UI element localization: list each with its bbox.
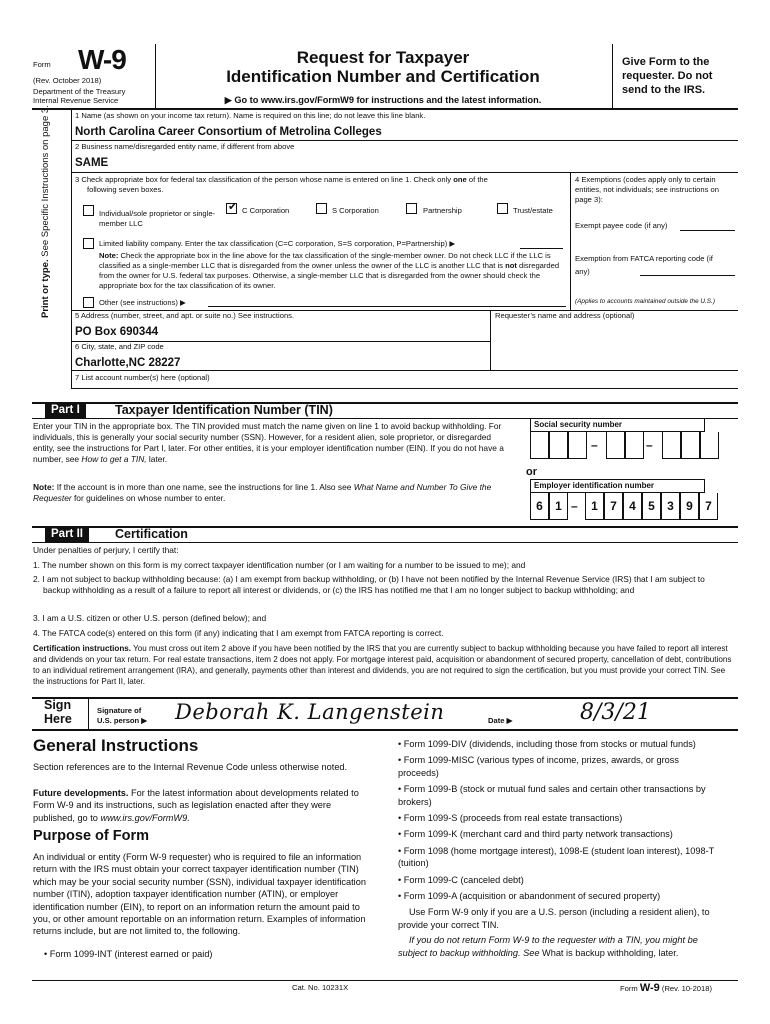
llc-classification-field[interactable] — [520, 248, 563, 249]
line7-label: 7 List account number(s) here (optional) — [75, 373, 210, 382]
or-label: or — [526, 466, 537, 478]
partnership-checkbox[interactable] — [406, 203, 417, 214]
exemptions-note: (Applies to accounts maintained outside the U.S.) — [575, 298, 715, 305]
part2-tag: Part II — [45, 527, 89, 542]
bullet-item: • Form 1099-DIV (dividends, including those from stocks or mutual funds) — [398, 739, 696, 749]
line1-name-field[interactable]: North Carolina Career Consortium of Metrolina Colleges — [75, 126, 382, 138]
c-corp-label: C Corporation — [242, 206, 290, 215]
ein-digit: 9 — [680, 493, 699, 520]
bullet-item: • Form 1099-A (acquisition or abandonment of secured property) — [398, 891, 661, 902]
bullet-item: • Form 1099-C (canceled debt) — [398, 874, 524, 885]
ein-digit: 4 — [623, 493, 642, 520]
signature-value[interactable]: Deborah K. Langenstein — [175, 700, 445, 724]
part1-text: Enter your TIN in the appropriate box. The TIN provided must match the name given on line 1 to avoid backup withholding. For individuals, this is generally your social security number (SSN). However, for a resident alien, sole proprietor, or disregarded entity, see the instructions for Part I, later. For other entities, it is your employer identification number (EIN). If you do not have a number, see How to get a TIN, later. — [33, 421, 504, 464]
irs-label: Internal Revenue Service — [33, 96, 119, 105]
sign-label: Sign — [44, 698, 72, 712]
s-corp-label: S Corporation — [332, 206, 379, 215]
ein-digit: 7 — [604, 493, 623, 520]
line2-business-field[interactable]: SAME — [75, 157, 109, 169]
s-corp-checkbox[interactable] — [316, 203, 327, 214]
line5-label: 5 Address (number, street, and apt. or suite no.) See instructions. — [75, 311, 295, 320]
requester-label: Requester’s name and address (optional) — [495, 311, 635, 320]
general-p1: Section references are to the Internal Revenue Code unless otherwise noted. — [33, 762, 348, 772]
bullet-item: • Form 1099-MISC (various types of income, prizes, awards, or gross proceeds) — [398, 755, 679, 778]
ein-digit: 3 — [661, 493, 680, 520]
llc-checkbox[interactable] — [83, 238, 94, 249]
exempt-payee-field[interactable] — [680, 230, 735, 231]
use-form-text: Use Form W-9 only if you are a U.S. person (including a resident alien), to provide your correct TIN. — [398, 907, 710, 930]
side-label — [40, 88, 51, 318]
check-mark-icon: ✔ — [228, 201, 238, 213]
if-not-return-text: If you do not return Form W-9 to the requester with a TIN, you might be subject to backup withholding. See What is backup withholding, later. — [398, 935, 698, 958]
ein-digit: 1 — [549, 493, 568, 520]
bullet-item: • Form 1098 (home mortgage interest), 1098-E (student loan interest), 1098-T (tuition) — [398, 845, 715, 869]
title-line-1: Request for Taxpayer — [296, 48, 470, 67]
here-label: Here — [44, 712, 72, 726]
llc-note: Note: Check the appropriate box in the line above for the tax classification of the single-member owner. Do not check LLC if the LLC is classified as a single-member LLC that is disregarded from the owner unless the owner of the LLC is another LLC that is not disregarded from the owner for U.S. federal tax purposes. Otherwise, a single-member LLC that is disregarded from the owner should check the appropriate box for the tax classification of its owner. — [99, 251, 560, 290]
ein-dash: – — [571, 499, 578, 513]
exempt-payee-label: Exempt payee code (if any) — [575, 221, 668, 230]
cert-instructions: Certification instructions. You must cross out item 2 above if you have been notified by the IRS that you are currently subject to backup withholding because you have failed to report all interest and dividends on your tax return. For real estate transactions, item 2 does not apply. For mortgage interest paid, acquisition or abandonment of secured property, cancellation of debt, contributions to an individual retirement arrangement (IRA), and generally, payments other than interest and dividends, you are not required to sign the certification, but you must provide your correct TIN. See the instructions for Part II, later. — [33, 644, 732, 686]
ein-digit: 7 — [699, 493, 718, 520]
ein-digit: 6 — [530, 493, 549, 520]
cert-item-2: 2. I am not subject to backup withholding because: (a) I am exempt from backup withholding, or (b) I have not been notified by the Internal Revenue Service (IRS) that I am subject to backup withholding as a result of a failure to report all interest or dividends, or (c) the IRS has notified me that I am no longer subject to backup withholding; and — [33, 574, 705, 595]
goto-instructions: ▶ Go to www.irs.gov/FormW9 for instructions and the latest information. — [224, 95, 542, 105]
individual-checkbox[interactable] — [83, 205, 94, 216]
line5-address-field[interactable]: PO Box 690344 — [75, 326, 159, 338]
other-checkbox[interactable] — [83, 297, 94, 308]
bullet-item: • Form 1099-K (merchant card and third party network transactions) — [398, 829, 673, 840]
signature-label-1: Signature of — [97, 706, 142, 715]
ssn-dash-2: – — [646, 438, 653, 452]
form-label: Form — [33, 60, 51, 69]
bullet-item: • Form 1099-B (stock or mutual fund sales and certain other transactions by brokers) — [398, 784, 706, 807]
cert-item-3: 3. I am a U.S. citizen or other U.S. person (defined below); and — [33, 613, 267, 623]
other-label: Other (see instructions) ▶ — [99, 298, 186, 307]
line3-label: 3 Check appropriate box for federal tax classification of the person whose name is entered on line 1. Check only one of the following seven boxes. — [75, 175, 488, 194]
date-value[interactable]: 8/3/21 — [580, 700, 651, 725]
under-penalties: Under penalties of perjury, I certify that: — [33, 545, 179, 555]
bullet-1099-int: • Form 1099-INT (interest earned or paid) — [44, 949, 213, 959]
cert-item-1: 1. The number shown on this form is my correct taxpayer identification number (or I am waiting for a number to be issued to me); and — [33, 560, 526, 570]
c-corp-checkbox[interactable] — [226, 203, 237, 214]
title-line-2: Identification Number and Certification — [226, 67, 540, 86]
ssn-label: Social security number — [530, 418, 705, 432]
ein-digit: 5 — [642, 493, 661, 520]
form-number: W-9 — [78, 44, 126, 75]
part1-note: Note: If the account is in more than one name, see the instructions for line 1. Also see What Name and Number To Give the Requester for guidelines on whose number to enter. — [33, 482, 492, 503]
ein-label: Employer identification number — [530, 479, 705, 493]
part1-title: Taxpayer Identification Number (TIN) — [115, 403, 333, 417]
footer-form-label: Form W-9 (Rev. 10-2018) — [620, 982, 713, 994]
line7-field[interactable] — [71, 388, 738, 389]
rev-date: (Rev. October 2018) — [33, 76, 102, 85]
fatca-field[interactable] — [640, 275, 735, 276]
exemptions-title: 4 Exemptions (codes apply only to certain entities, not individuals; see instructions on page 3): — [575, 175, 719, 204]
ein-digit: 1 — [585, 493, 604, 520]
right-column — [398, 738, 718, 959]
trust-label: Trust/estate — [513, 206, 553, 215]
cat-number: Cat. No. 10231X — [292, 983, 349, 992]
individual-label: Individual/sole proprietor or single-member LLC — [99, 209, 216, 228]
bullet-item: • Form 1099-S (proceeds from real estate transactions) — [398, 813, 623, 824]
general-instructions-title: General Instructions — [33, 736, 199, 755]
purpose-text: An individual or entity (Form W-9 requester) who is required to file an information return with the IRS must obtain your correct taxpayer identification number (TIN) which may be your social security number (SSN), individual taxpayer identification number (ITIN), adoption taxpayer identification number (ATIN), or employer identification number (EIN), to report on an information return the amount paid to you, or other amount reportable on an information return. Examples of information returns include, but are not limited to, the following. — [33, 852, 366, 937]
line2-label: 2 Business name/disregarded entity name, if different from above — [75, 142, 295, 151]
trust-checkbox[interactable] — [497, 203, 508, 214]
side-see-instructions: See Specific Instructions on page 3. — [40, 105, 51, 257]
line6-city-field[interactable]: Charlotte,NC 28227 — [75, 357, 181, 369]
part2-title: Certification — [115, 527, 188, 541]
line1-label: 1 Name (as shown on your income tax return). Name is required on this line; do not leave this line blank. — [75, 111, 426, 120]
date-label: Date ▶ — [488, 716, 513, 725]
purpose-title: Purpose of Form — [33, 828, 150, 844]
cert-item-4: 4. The FATCA code(s) entered on this form (if any) indicating that I am exempt from FATCA reporting is correct. — [33, 628, 444, 638]
dept-treasury: Department of the Treasury — [33, 87, 126, 96]
part1-tag: Part I — [45, 403, 86, 418]
signature-label-2: U.S. person ▶ — [97, 716, 148, 725]
ssn-dash-1: – — [591, 438, 598, 452]
line6-label: 6 City, state, and ZIP code — [75, 342, 164, 351]
other-field[interactable] — [208, 306, 566, 307]
future-developments: Future developments. For the latest information about developments related to Form W-9 and its instructions, such as legislation enacted after they were published, go to www.irs.gov/FormW9. — [33, 788, 359, 823]
fatca-label: Exemption from FATCA reporting code (if any) — [575, 254, 713, 276]
partnership-label: Partnership — [423, 206, 462, 215]
give-form-note: Give Form to the requester. Do not send to the IRS. — [622, 56, 713, 96]
side-print-type: Print or type. — [40, 259, 51, 318]
llc-label: Limited liability company. Enter the tax classification (C=C corporation, S=S corporation, P=Partnership) ▶ — [99, 239, 456, 248]
